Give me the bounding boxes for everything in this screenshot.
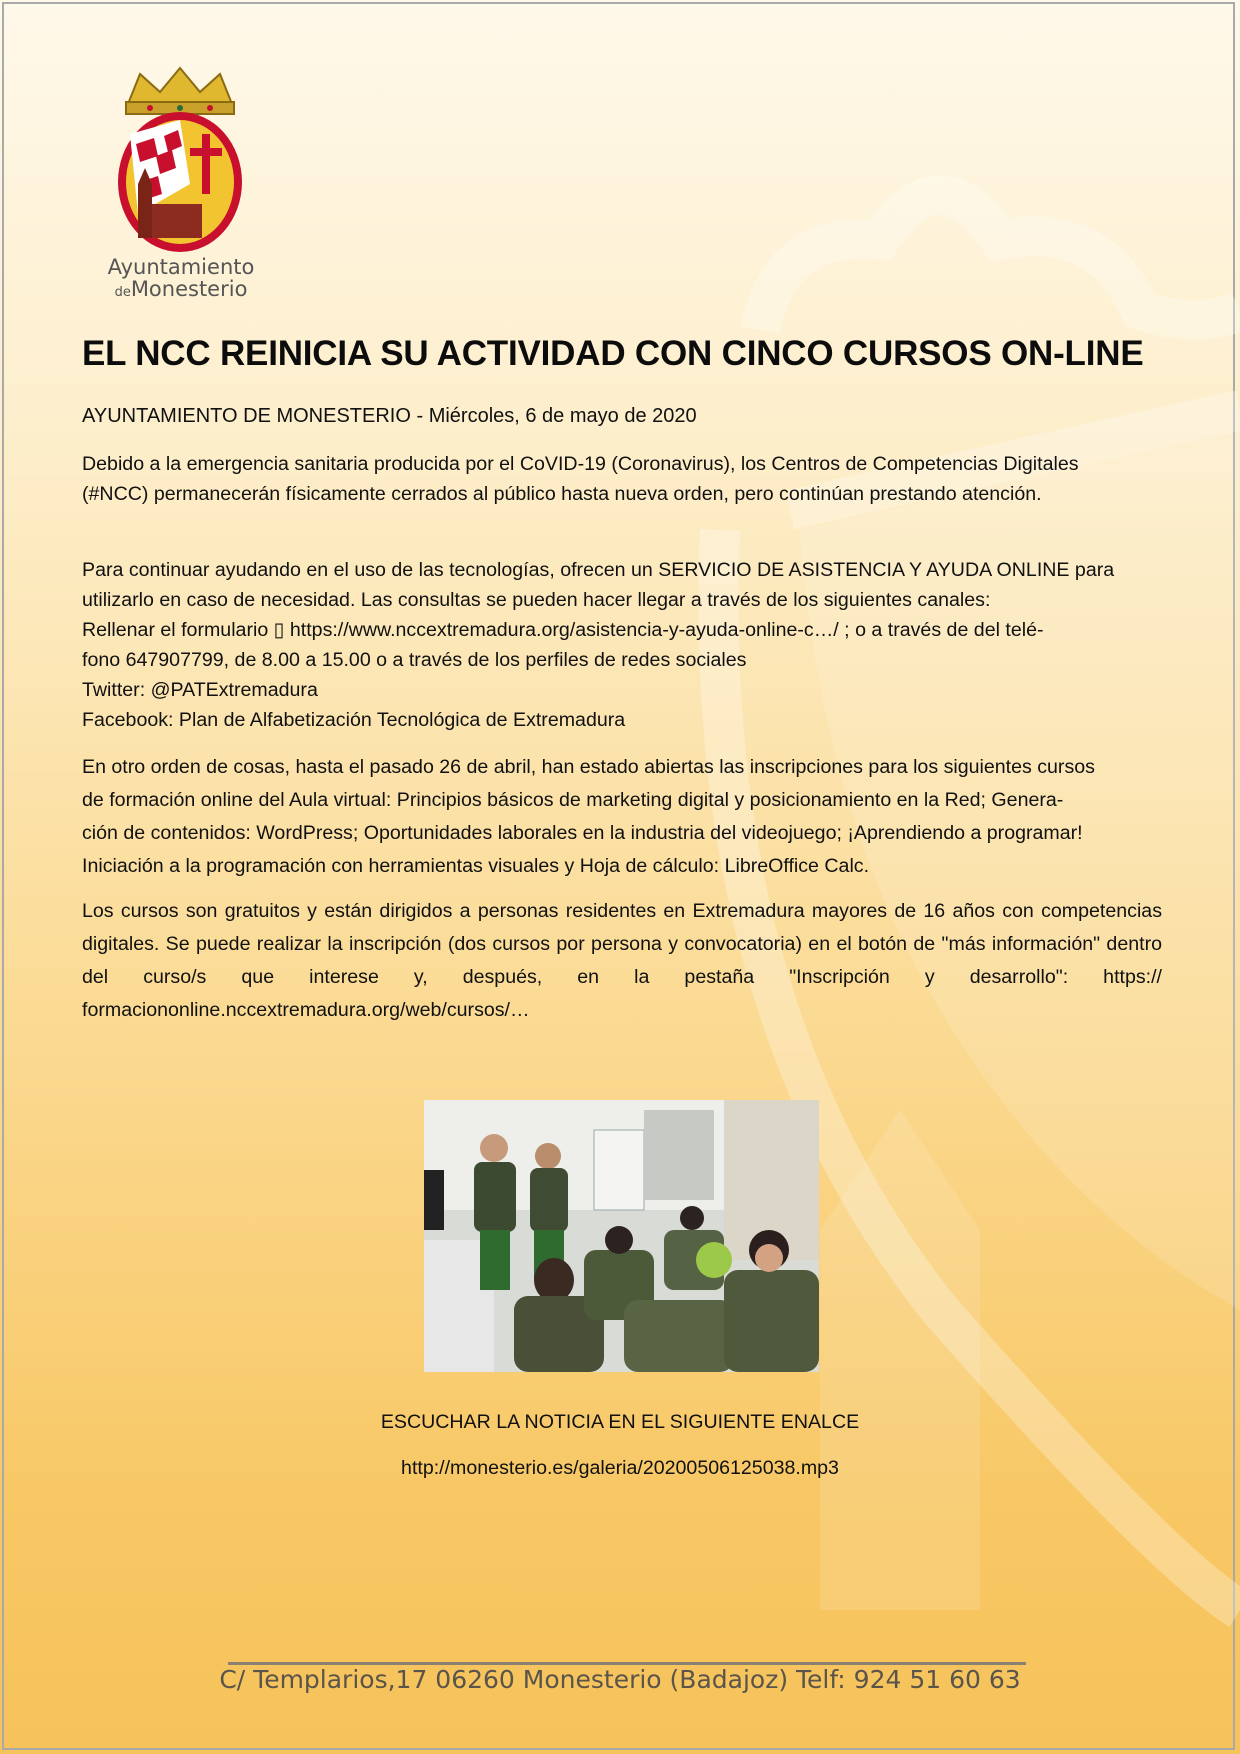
paragraph-3-line: de formación online del Aula virtual: Principios básicos de marketing digital y posicionamiento en la Red; Genera- <box>82 789 1064 811</box>
paragraph-1 <box>82 449 1162 509</box>
paragraph-4: Los cursos son gratuitos y están dirigidos a personas residentes en Extremadura mayores de 16 años con competencias digitales. Se puede realizar la inscripción (dos cursos por persona y convocatoria) en el botón de "más información" dentro del curso/s que interese y, después, en la pestaña "Inscripción y desarrollo": https://​formaciononline.nccextremadura.org/web/cursos/… <box>82 900 1162 1021</box>
footer-address: C/ Templarios,17 06260 Monesterio (Badajoz) Telf: 924 51 60 63 <box>219 1665 1021 1694</box>
twitter-handle: Twitter: @PATExtremadura <box>82 679 318 701</box>
facebook-page: Facebook: Plan de Alfabetización Tecnológica de Extremadura <box>82 709 626 731</box>
article-byline: AYUNTAMIENTO DE MONESTERIO - Miércoles, 6 de mayo de 2020 <box>82 405 697 427</box>
paragraph-2-line-form-link[interactable]: Rellenar el formulario ▯ https://www.nccextremadura.org/asistencia-y-ayuda-online-c…/ ; o a través de del telé- <box>82 619 1044 641</box>
article-title: EL NCC REINICIA SU ACTIVIDAD CON CINCO CURSOS ON-LINE <box>82 334 1144 373</box>
paragraph-1-line: (#NCC) permanecerán físicamente cerrados al público hasta nueva orden, pero continúan prestando atención. <box>82 483 1042 505</box>
logo-wordmark <box>96 256 266 300</box>
paragraph-3-line: Iniciación a la programación con herramientas visuales y Hoja de cálculo: LibreOffice Calc. <box>82 855 870 877</box>
paragraph-3-line: ción de contenidos: WordPress; Oportunidades laborales en la industria del videojuego; ¡Aprendiendo a programar! <box>82 822 1083 844</box>
listen-label: ESCUCHAR LA NOTICIA EN EL SIGUIENTE ENALCE <box>380 1411 860 1433</box>
paragraph-2 <box>82 555 1162 735</box>
paragraph-1-line: Debido a la emergencia sanitaria producida por el CoVID-19 (Coronavirus), los Centros de Competencias Digitales <box>82 453 1079 475</box>
logo-line-monesterio: Monesterio <box>130 277 248 302</box>
paragraph-2-line: Para continuar ayudando en el uso de las tecnologías, ofrecen un SERVICIO DE ASISTENCIA Y AYUDA ONLINE para <box>82 559 1115 581</box>
classroom-photo <box>424 1100 819 1372</box>
paragraph-2-line: utilizarlo en caso de necesidad. Las consultas se pueden hacer llegar a través de los siguientes canales: <box>82 589 991 611</box>
logo-line-de: de <box>114 285 131 301</box>
audio-news-link[interactable]: http://monesterio.es/galeria/20200506125038.mp3 <box>401 1457 839 1479</box>
logo-line-ayuntamiento: Ayuntamiento <box>107 255 255 279</box>
paragraph-2-line: fono 647907799, de 8.00 a 15.00 o a través de los perfiles de redes sociales <box>82 649 747 671</box>
paragraph-3-line: En otro orden de cosas, hasta el pasado 26 de abril, han estado abiertas las inscripciones para los siguientes cursos <box>82 756 1095 778</box>
paragraph-3 <box>82 751 1162 883</box>
